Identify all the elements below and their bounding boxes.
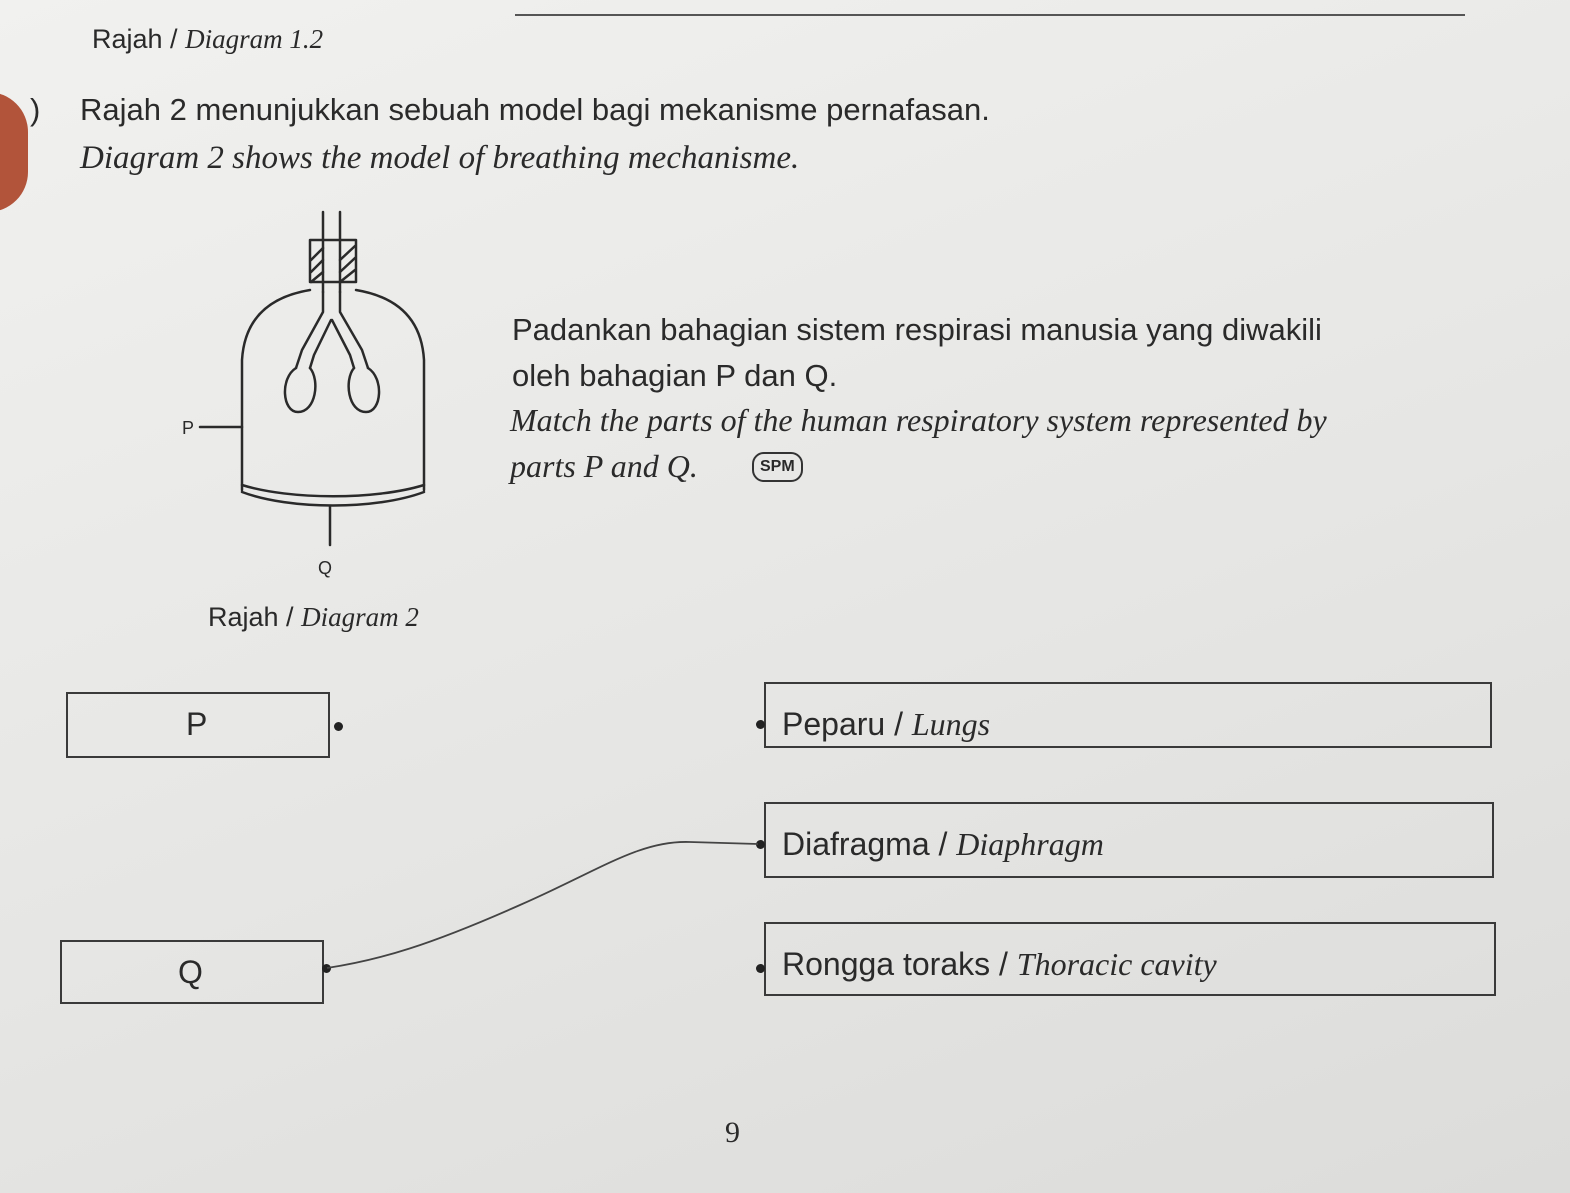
match-option-diaphragm (782, 826, 1104, 863)
question-text-en: Diagram 2 shows the model of breathing mechanisme. (80, 140, 800, 176)
option-thoracic-en: Thoracic cavity (1016, 946, 1217, 982)
diagram-caption (208, 602, 419, 633)
question-text-ms: Rajah 2 menunjukkan sebuah model bagi mekanisme pernafasan. (80, 92, 990, 127)
diagram-caption-en: Diagram 2 (301, 602, 419, 632)
margin-tab (0, 92, 28, 212)
option-thoracic-ms: Rongga toraks / (782, 946, 1008, 982)
diagram-label-q: Q (318, 558, 333, 578)
balloon-left (285, 368, 315, 412)
dot-thoracic-cavity[interactable] (756, 964, 765, 973)
instruction-en-line-1: Match the parts of the human respiratory system represented by (510, 402, 1327, 438)
rubber-sheet-top (242, 485, 424, 496)
previous-figure-caption-ms: Rajah / (92, 24, 178, 54)
option-diaphragm-ms: Diafragma / (782, 826, 948, 862)
option-lungs-ms: Peparu / (782, 706, 903, 742)
spm-stamp: SPM (752, 452, 803, 482)
option-diaphragm-en: Diaphragm (956, 826, 1104, 862)
match-label-q: Q (178, 954, 203, 990)
instruction-ms-line-1: Padankan bahagian sistem respirasi manusia yang diwakili (512, 312, 1322, 347)
y-tube-right-outer (340, 292, 368, 368)
match-label-p: P (186, 706, 208, 742)
diagram-label-p: P (182, 418, 195, 438)
y-tube-right-inner (332, 320, 354, 368)
page-number: 9 (725, 1116, 740, 1149)
match-option-lungs (782, 706, 990, 743)
balloon-right (349, 368, 379, 412)
instruction-ms-line-2: oleh bahagian P dan Q. (512, 358, 838, 393)
rubber-sheet-bottom (242, 492, 424, 506)
instruction-en-line-2: parts P and Q. (510, 448, 698, 484)
previous-figure-caption (92, 24, 323, 55)
match-option-thoracic-cavity (782, 946, 1217, 983)
diagram-caption-ms: Rajah / (208, 602, 294, 632)
question-number: ) (30, 92, 41, 127)
bell-jar-right (356, 290, 424, 490)
dot-lungs[interactable] (756, 720, 765, 729)
bell-jar-diagram (170, 200, 470, 600)
bell-jar-left (242, 290, 310, 490)
previous-figure-caption-en: Diagram 1.2 (185, 24, 324, 54)
y-tube-left-outer (296, 292, 323, 368)
top-rule (515, 0, 1465, 16)
option-lungs-en: Lungs (911, 706, 991, 742)
dot-diaphragm[interactable] (756, 840, 765, 849)
dot-q[interactable] (322, 964, 331, 973)
q-to-diaphragm-line (327, 842, 758, 968)
y-tube-left-inner (310, 320, 331, 368)
dot-p[interactable] (334, 722, 343, 731)
